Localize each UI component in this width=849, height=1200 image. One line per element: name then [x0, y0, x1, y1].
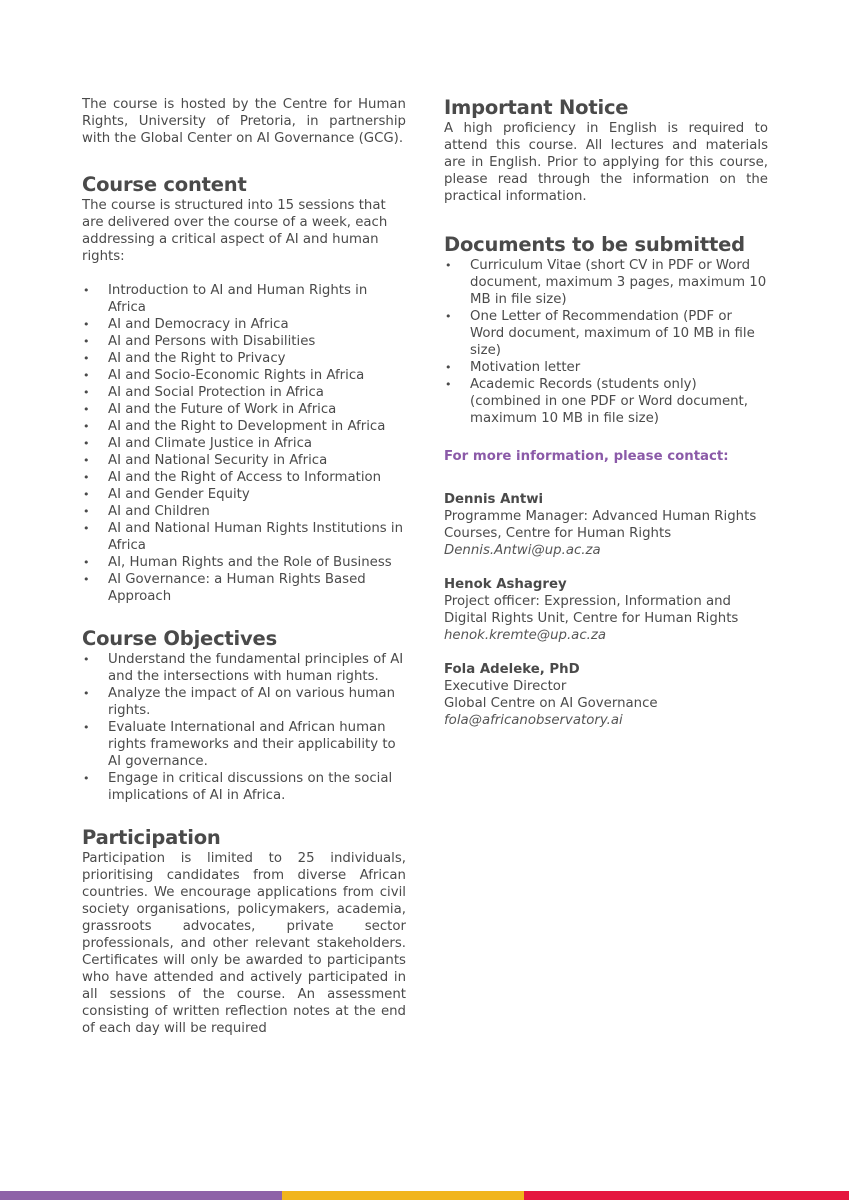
list-item-text: AI and the Right of Access to Information [108, 470, 382, 485]
list-item [82, 316, 406, 333]
list-item-text: Curriculum Vitae (short CV in PDF or Word document, maximum 3 pages, maximum 10 MB in file size) [470, 258, 767, 307]
contact-email[interactable]: Dennis.Antwi@up.ac.za [444, 543, 601, 558]
list-item-text: One Letter of Recommendation (PDF or Word document, maximum of 10 MB in file size) [470, 309, 755, 358]
documents-heading: Documents to be submitted [444, 233, 745, 256]
bullet-icon: • [83, 454, 90, 467]
bullet-icon: • [83, 352, 90, 365]
contact-email[interactable]: fola@africanobservatory.ai [444, 713, 623, 728]
course-content-intro: The course is structured into 15 sessions that are delivered over the course of a week, each addressing a critical aspect of AI and human rights: [82, 198, 388, 264]
bullet-icon: • [83, 772, 90, 785]
left-column [82, 96, 406, 1037]
objectives-list [82, 651, 406, 804]
bullet-icon: • [83, 284, 90, 297]
list-item [82, 770, 406, 804]
list-item [444, 359, 768, 376]
contact-name: Fola Adeleke, PhD [444, 662, 580, 677]
list-item-text: Academic Records (students only) (combined in one PDF or Word document, maximum 10 MB in file size) [470, 377, 748, 426]
list-item-text: AI and Democracy in Africa [108, 317, 289, 332]
bullet-icon: • [83, 369, 90, 382]
list-item-text: AI and Socio-Economic Rights in Africa [108, 368, 365, 383]
list-item [82, 651, 406, 685]
list-item [82, 401, 406, 418]
bullet-icon: • [83, 522, 90, 535]
footer-color-bar [0, 1191, 849, 1200]
bullet-icon: • [445, 259, 452, 272]
bullet-icon: • [83, 471, 90, 484]
contact-name: Dennis Antwi [444, 492, 544, 507]
list-item [82, 719, 406, 770]
course-content-heading: Course content [82, 173, 247, 196]
list-item-text: AI and National Human Rights Institutions in Africa [108, 521, 404, 553]
contact-role: Programme Manager: Advanced Human Rights Courses, Centre for Human Rights [444, 509, 757, 541]
participation-text: Participation is limited to 25 individuals, prioritising candidates from diverse African countries. We encourage applications from civil society organisations, policymakers, academia, grassroots advocates, private sector professionals, and other relevant stakeholders. Certificates will only be awarded to participants who have attended and actively participated in all sessions of the course. An assessment consisting of written reflection notes at the end of each day will be required [82, 851, 406, 1036]
notice-text: A high proficiency in English is required to attend this course. All lectures and materials are in English. Prior to applying for this course, please read through the information on the practical information. [444, 121, 768, 204]
bullet-icon: • [83, 386, 90, 399]
list-item [82, 452, 406, 469]
bullet-icon: • [445, 378, 452, 391]
contact-dennis [444, 491, 768, 559]
contact-fola [444, 661, 768, 729]
session-list [82, 282, 406, 605]
list-item-text: AI and Children [108, 504, 210, 519]
list-item [82, 469, 406, 486]
list-item-text: Understand the fundamental principles of AI and the intersections with human rights. [108, 652, 404, 684]
list-item [82, 520, 406, 554]
contact-heading: For more information, please contact: [444, 449, 729, 464]
notice-heading: Important Notice [444, 96, 629, 119]
list-item-text: Introduction to AI and Human Rights in Africa [108, 283, 368, 315]
list-item-text: AI Governance: a Human Rights Based Approach [108, 572, 366, 604]
list-item [82, 333, 406, 350]
bullet-icon: • [83, 335, 90, 348]
list-item [82, 282, 406, 316]
list-item [82, 685, 406, 719]
bullet-icon: • [83, 488, 90, 501]
bullet-icon: • [83, 420, 90, 433]
list-item [82, 435, 406, 452]
list-item [82, 350, 406, 367]
list-item-text: AI and Social Protection in Africa [108, 385, 324, 400]
bullet-icon: • [83, 573, 90, 586]
contact-henok [444, 576, 768, 644]
participation-heading: Participation [82, 826, 221, 849]
list-item-text: AI and Persons with Disabilities [108, 334, 316, 349]
list-item-text: Analyze the impact of AI on various human rights. [108, 686, 396, 718]
list-item-text: Evaluate International and African human rights frameworks and their applicability to AI governance. [108, 720, 396, 769]
list-item [82, 418, 406, 435]
list-item-text: AI, Human Rights and the Role of Business [108, 555, 392, 570]
bullet-icon: • [83, 556, 90, 569]
bullet-icon: • [83, 721, 90, 734]
bullet-icon: • [445, 310, 452, 323]
bullet-icon: • [445, 361, 452, 374]
bullet-icon: • [83, 653, 90, 666]
list-item-text: AI and the Future of Work in Africa [108, 402, 337, 417]
bullet-icon: • [83, 505, 90, 518]
contact-email[interactable]: henok.kremte@up.ac.za [444, 628, 606, 643]
list-item-text: AI and the Right to Development in Africa [108, 419, 386, 434]
objectives-heading: Course Objectives [82, 627, 277, 650]
list-item [82, 384, 406, 401]
documents-list [444, 257, 768, 427]
list-item [444, 257, 768, 308]
bullet-icon: • [83, 687, 90, 700]
bullet-icon: • [83, 437, 90, 450]
footer-bar-yellow [282, 1191, 524, 1200]
list-item-text: Motivation letter [470, 360, 581, 375]
list-item-text: AI and Climate Justice in Africa [108, 436, 313, 451]
intro-paragraph: The course is hosted by the Centre for Human Rights, University of Pretoria, in partnership with the Global Center on AI Governance (GCG). [82, 97, 406, 146]
list-item-text: AI and the Right to Privacy [108, 351, 286, 366]
list-item [82, 554, 406, 571]
bullet-icon: • [83, 403, 90, 416]
list-item-text: Engage in critical discussions on the social implications of AI in Africa. [108, 771, 393, 803]
list-item [444, 376, 768, 427]
footer-bar-purple [0, 1191, 282, 1200]
list-item-text: AI and Gender Equity [108, 487, 250, 502]
contact-name: Henok Ashagrey [444, 577, 567, 592]
right-column [444, 96, 768, 729]
footer-bar-red [524, 1191, 849, 1200]
contact-role: Executive Director Global Centre on AI Governance [444, 679, 658, 711]
list-item [82, 486, 406, 503]
list-item [444, 308, 768, 359]
list-item-text: AI and National Security in Africa [108, 453, 328, 468]
contact-role: Project officer: Expression, Information and Digital Rights Unit, Centre for Human Rights [444, 594, 739, 626]
bullet-icon: • [83, 318, 90, 331]
list-item [82, 367, 406, 384]
list-item [82, 571, 406, 605]
list-item [82, 503, 406, 520]
